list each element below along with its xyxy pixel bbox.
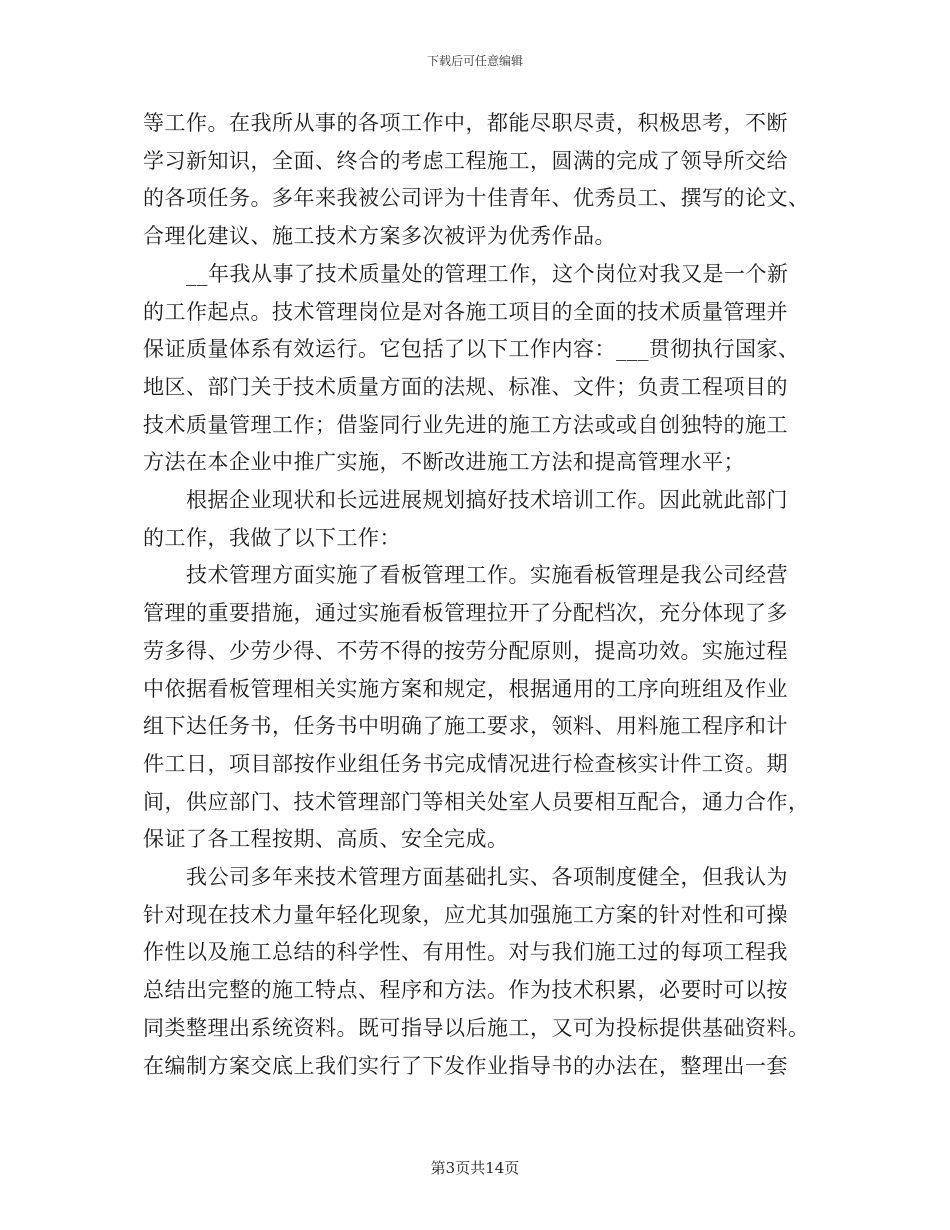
text-line: 在编制方案交底上我们实行了下发作业指导书的办法在，整理出一套 <box>143 1053 788 1078</box>
text-line: 组下达任务书，任务书中明确了施工要求，领料、用料施工程序和计 <box>143 714 788 739</box>
text-line: 劳多得、少劳少得、不劳不得的按劳分配原则，提高功效。实施过程 <box>143 638 788 663</box>
text-line: 同类整理出系统资料。既可指导以后施工，又可为投标提供基础资料。 <box>143 1015 810 1040</box>
text-line: 技术管理方面实施了看板管理工作。实施看板管理是我公司经营 <box>143 563 788 588</box>
text-line: 针对现在技术力量年轻化现象，应尤其加强施工方案的针对性和可操 <box>143 902 788 927</box>
text-line: 地区、部门关于技术质量方面的法规、标准、文件；负责工程项目的 <box>143 374 788 399</box>
text-line: 方法在本企业中推广实施，不断改进施工方法和提高管理水平； <box>143 450 745 475</box>
text-line: 件工日，项目部按作业组任务书完成情况进行检查核实计件工资。期 <box>143 751 788 776</box>
text-line: 根据企业现状和长远进展规划搞好技术培训工作。因此就此部门 <box>143 488 788 513</box>
header-note: 下载后可任意编辑 <box>426 54 523 68</box>
text-line: 学习新知识，全面、终合的考虑工程施工，圆满的完成了领导所交给 <box>143 148 788 173</box>
text-line: 总结出完整的施工特点、程序和方法。作为技术积累，必要时可以按 <box>143 978 788 1003</box>
text-line: 中依据看板管理相关实施方案和规定，根据通用的工序向班组及作业 <box>143 676 788 701</box>
text-line: 等工作。在我所从事的各项工作中，都能尽职尽责，积极思考，不断 <box>143 111 788 135</box>
text-line: 作性以及施工总结的科学性、有用性。对与我们施工过的每项工程我 <box>143 940 788 965</box>
text-line: 间，供应部门、技术管理部门等相关处室人员要相互配合，通力合作， <box>143 789 810 814</box>
text-line: 技术质量管理工作；借鉴同行业先进的施工方法或或自创独特的施工 <box>143 412 788 437</box>
text-line: __年我从事了技术质量处的管理工作，这个岗位对我又是一个新 <box>143 261 789 286</box>
text-line: 管理的重要措施，通过实施看板管理拉开了分配档次，充分体现了多 <box>143 601 788 626</box>
text-line: 的各项任务。多年来我被公司评为十佳青年、优秀员工、撰写的论文、 <box>143 186 810 211</box>
text-line: 的工作，我做了以下工作： <box>143 525 401 550</box>
body-text <box>143 105 808 1085</box>
text-line: 保证质量体系有效运行。它包括了以下工作内容：___贯彻执行国家、 <box>143 337 800 362</box>
page-number-footer: 第3页共14页 <box>430 1159 520 1177</box>
text-line: 我公司多年来技术管理方面基础扎实、各项制度健全，但我认为 <box>143 865 788 890</box>
text-line: 合理化建议、施工技术方案多次被评为优秀作品。 <box>143 224 616 249</box>
text-line: 保证了各工程按期、高质、安全完成。 <box>143 827 509 852</box>
text-line: 的工作起点。技术管理岗位是对各施工项目的全面的技术质量管理并 <box>143 299 788 324</box>
